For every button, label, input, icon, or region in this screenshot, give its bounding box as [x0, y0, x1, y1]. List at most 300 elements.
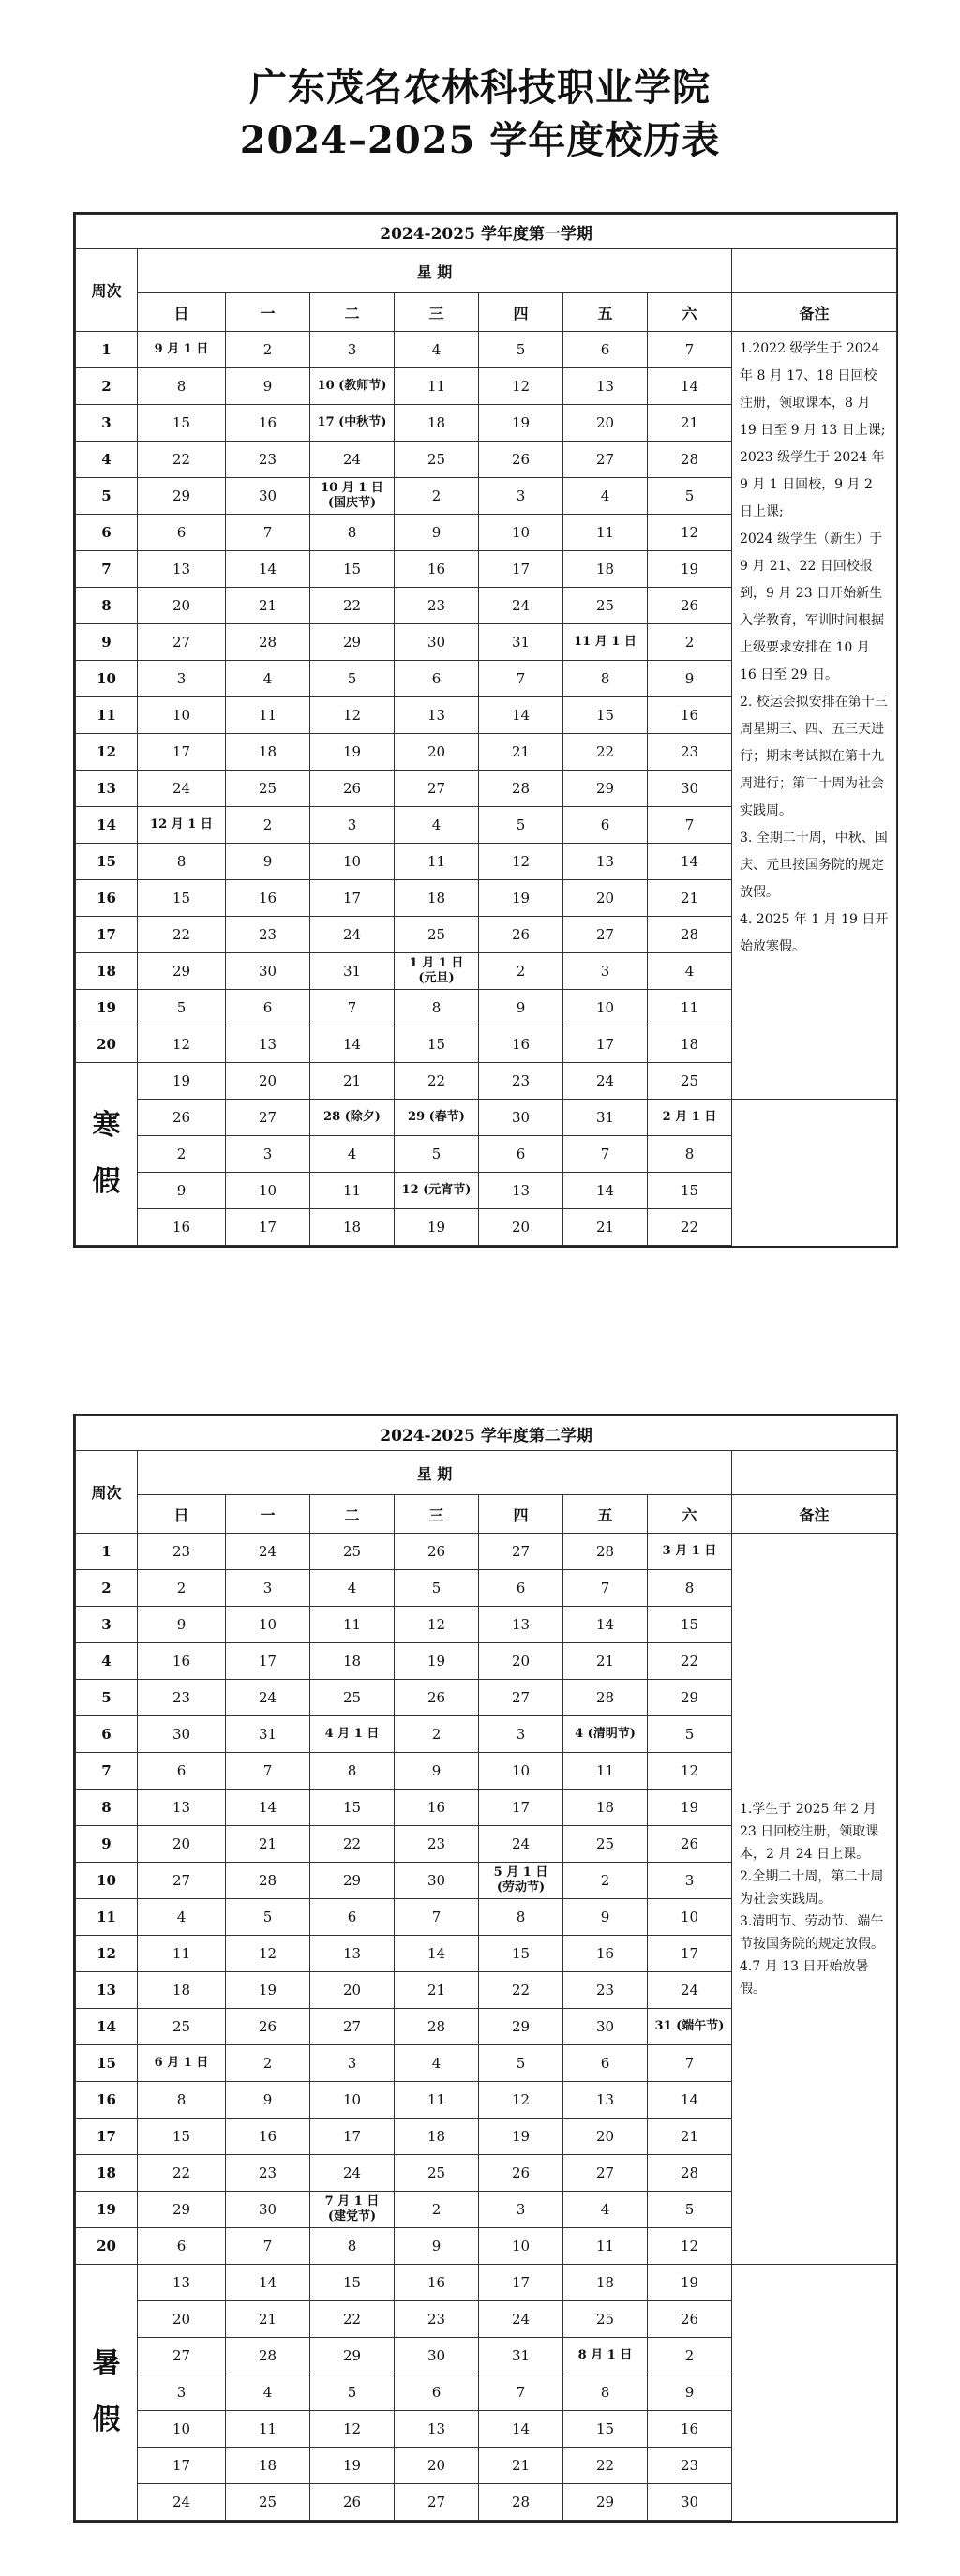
- date-cell: 28: [395, 2009, 479, 2045]
- date-cell: 10: [310, 844, 395, 880]
- date-cell: 14: [648, 2082, 732, 2119]
- date-cell: 3 月 1 日: [648, 1534, 732, 1570]
- date-cell: 25: [395, 442, 479, 478]
- date-cell: 8: [310, 2228, 395, 2265]
- date-cell: 7 月 1 日 (建党节): [310, 2192, 395, 2228]
- date-cell: 28: [226, 1863, 310, 1899]
- date-cell: 13: [563, 368, 648, 405]
- date-cell: 30: [226, 2192, 310, 2228]
- date-cell: 10: [226, 1607, 310, 1643]
- date-cell: 7: [563, 1570, 648, 1607]
- vacation-date-cell: 16: [138, 1209, 226, 1246]
- vacation-date-cell: 18: [226, 2448, 310, 2484]
- vacation-date-cell: 30: [395, 2338, 479, 2374]
- date-cell: 2: [648, 624, 732, 661]
- date-cell: 4: [138, 1899, 226, 1936]
- vacation-date-cell: 16: [648, 2411, 732, 2448]
- date-cell: 9: [138, 1607, 226, 1643]
- date-cell: 2: [395, 2192, 479, 2228]
- date-cell: 29: [648, 1680, 732, 1716]
- date-cell: 4: [563, 478, 648, 515]
- date-cell: 18: [395, 405, 479, 442]
- date-cell: 8: [138, 2082, 226, 2119]
- date-cell: 19: [395, 1643, 479, 1680]
- week-number: 14: [76, 807, 138, 844]
- date-cell: 20: [563, 405, 648, 442]
- date-cell: 8: [563, 661, 648, 697]
- date-cell: 19: [648, 1790, 732, 1826]
- date-cell: 4: [226, 661, 310, 697]
- vacation-date-cell: 21: [226, 2301, 310, 2338]
- date-cell: 9: [395, 515, 479, 551]
- page-title: 广东茂名农林科技职业学院: [249, 66, 711, 110]
- date-cell: 24: [310, 442, 395, 478]
- date-cell: 28: [226, 624, 310, 661]
- date-cell: 19: [648, 551, 732, 588]
- date-cell: 13: [226, 1026, 310, 1063]
- week-number: 15: [76, 844, 138, 880]
- date-cell: 20: [310, 1972, 395, 2009]
- date-cell: 10 (教师节): [310, 368, 395, 405]
- date-cell: 8: [395, 990, 479, 1026]
- vacation-date-cell: 11: [310, 1173, 395, 1209]
- date-cell: 12: [479, 368, 563, 405]
- vacation-date-cell: 8: [648, 1136, 732, 1173]
- date-cell: 18: [563, 1790, 648, 1826]
- date-cell: 3: [310, 2045, 395, 2082]
- date-cell: 9: [226, 368, 310, 405]
- vacation-date-cell: 15: [648, 1173, 732, 1209]
- vacation-date-cell: 17: [479, 2265, 563, 2301]
- date-cell: 22: [310, 588, 395, 624]
- date-cell: 6: [563, 807, 648, 844]
- vacation-date-cell: 29: [310, 2338, 395, 2374]
- date-cell: 26: [395, 1534, 479, 1570]
- date-cell: 25: [138, 2009, 226, 2045]
- vacation-date-cell: 26: [648, 2301, 732, 2338]
- date-cell: 17: [479, 551, 563, 588]
- date-cell: 23: [563, 1972, 648, 2009]
- date-cell: 1 月 1 日 (元旦): [395, 953, 479, 990]
- date-cell: 21: [479, 734, 563, 771]
- date-cell: 16: [395, 1790, 479, 1826]
- vacation-label: 暑 假: [76, 2265, 138, 2521]
- week-number-header: 周次: [76, 1451, 138, 1534]
- date-cell: 18: [310, 1643, 395, 1680]
- vacation-date-cell: 30: [648, 2484, 732, 2521]
- date-cell: 15: [310, 1790, 395, 1826]
- date-cell: 19: [479, 2119, 563, 2155]
- notes-text: 1.2022 级学生于 2024 年 8 月 17、18 日回校注册，领取课本，8 月 19 日至 9 月 13 日上课; 2023 级学生于 2024 年 9 月 1 日回校，9 月 2 日上课; 2024 级学生（新生）于 9 月 21、22 日回校报到，9 月 23 日开始新生入学教育，军训时间根据上级要求安排在 10 月 16 日至 29 日。 2. 校运会拟安排在第十三周星期三、四、五三天进行；期末考试拟在第十九周进行；第二十周为社会实践周。 3. 全期二十周，中秋、国庆、元旦按国务院的规定放假。 4. 2025 年 1 月 19 日开始放寒假。: [732, 332, 897, 1100]
- vacation-date-cell: 27: [395, 2484, 479, 2521]
- date-cell: 27: [563, 917, 648, 953]
- date-cell: 4: [648, 953, 732, 990]
- date-cell: 8: [310, 1753, 395, 1790]
- date-cell: 20: [479, 1643, 563, 1680]
- date-cell: 21: [226, 1826, 310, 1863]
- date-cell: 8: [138, 368, 226, 405]
- week-number: 4: [76, 442, 138, 478]
- date-cell: 15: [395, 1026, 479, 1063]
- date-cell: 13: [138, 1790, 226, 1826]
- vacation-date-cell: 11: [226, 2411, 310, 2448]
- date-cell: 6: [138, 515, 226, 551]
- date-cell: 30: [395, 624, 479, 661]
- date-cell: 3: [479, 1716, 563, 1753]
- date-cell: 2: [395, 478, 479, 515]
- date-cell: 26: [648, 1826, 732, 1863]
- date-cell: 11: [395, 844, 479, 880]
- week-number: 1: [76, 332, 138, 368]
- date-cell: 10: [563, 990, 648, 1026]
- date-cell: 24: [479, 588, 563, 624]
- day-name-1: 一: [226, 1495, 310, 1534]
- date-cell: 18: [138, 1972, 226, 2009]
- vacation-date-cell: 12 (元宵节): [395, 1173, 479, 1209]
- week-number: 15: [76, 2045, 138, 2082]
- date-cell: 21: [648, 880, 732, 917]
- date-cell: 27: [479, 1680, 563, 1716]
- date-cell: 13: [563, 844, 648, 880]
- vacation-date-cell: 17: [226, 1209, 310, 1246]
- week-number: 8: [76, 588, 138, 624]
- notes-header-spacer: [732, 1451, 897, 1495]
- vacation-date-cell: 20: [138, 2301, 226, 2338]
- week-number: 5: [76, 1680, 138, 1716]
- vacation-date-cell: 24: [479, 2301, 563, 2338]
- date-cell: 20: [563, 880, 648, 917]
- week-number: 11: [76, 1899, 138, 1936]
- week-number: 6: [76, 515, 138, 551]
- week-number: 2: [76, 368, 138, 405]
- date-cell: 5 月 1 日 (劳动节): [479, 1863, 563, 1899]
- date-cell: 14: [648, 368, 732, 405]
- date-cell: 25: [310, 1534, 395, 1570]
- date-cell: 9: [648, 661, 732, 697]
- date-cell: 10 月 1 日 (国庆节): [310, 478, 395, 515]
- date-cell: 5: [310, 661, 395, 697]
- vacation-date-cell: 4: [226, 2374, 310, 2411]
- date-cell: 12: [226, 1936, 310, 1972]
- date-cell: 4: [395, 2045, 479, 2082]
- date-cell: 23: [138, 1680, 226, 1716]
- date-cell: 23: [226, 917, 310, 953]
- vacation-date-cell: 18: [563, 2265, 648, 2301]
- date-cell: 4: [395, 332, 479, 368]
- day-name-0: 日: [138, 293, 226, 332]
- date-cell: 18: [395, 2119, 479, 2155]
- date-cell: 26: [479, 442, 563, 478]
- day-name-3: 三: [395, 1495, 479, 1534]
- date-cell: 22: [563, 734, 648, 771]
- date-cell: 24: [138, 771, 226, 807]
- vacation-date-cell: 29: [563, 2484, 648, 2521]
- date-cell: 6: [563, 332, 648, 368]
- date-cell: 22: [479, 1972, 563, 2009]
- date-cell: 11: [563, 1753, 648, 1790]
- date-cell: 6: [138, 1753, 226, 1790]
- date-cell: 20: [138, 1826, 226, 1863]
- date-cell: 4 (清明节): [563, 1716, 648, 1753]
- semester2-table: [75, 1415, 897, 2521]
- date-cell: 12: [479, 2082, 563, 2119]
- date-cell: 13: [395, 697, 479, 734]
- date-cell: 22: [310, 1826, 395, 1863]
- day-name-6: 六: [648, 1495, 732, 1534]
- date-cell: 2: [226, 2045, 310, 2082]
- day-name-2: 二: [310, 1495, 395, 1534]
- week-number: 8: [76, 1790, 138, 1826]
- notes-header-spacer: [732, 249, 897, 293]
- week-number: 2: [76, 1570, 138, 1607]
- week-number: 5: [76, 478, 138, 515]
- date-cell: 9: [226, 2082, 310, 2119]
- date-cell: 21: [648, 405, 732, 442]
- vacation-date-cell: 15: [563, 2411, 648, 2448]
- date-cell: 27: [310, 2009, 395, 2045]
- date-cell: 17: [138, 734, 226, 771]
- date-cell: 4: [395, 807, 479, 844]
- date-cell: 23: [138, 1534, 226, 1570]
- date-cell: 10: [479, 515, 563, 551]
- date-cell: 7: [479, 661, 563, 697]
- date-cell: 20: [563, 2119, 648, 2155]
- date-cell: 3: [479, 478, 563, 515]
- vacation-date-cell: 21: [479, 2448, 563, 2484]
- date-cell: 14: [563, 1607, 648, 1643]
- vacation-date-cell: 22: [563, 2448, 648, 2484]
- date-cell: 27: [138, 624, 226, 661]
- date-cell: 27: [395, 771, 479, 807]
- vacation-date-cell: 31: [563, 1100, 648, 1136]
- date-cell: 15: [479, 1936, 563, 1972]
- week-number: 1: [76, 1534, 138, 1570]
- date-cell: 9 月 1 日: [138, 332, 226, 368]
- day-name-4: 四: [479, 1495, 563, 1534]
- day-name-2: 二: [310, 293, 395, 332]
- date-cell: 6: [226, 990, 310, 1026]
- date-cell: 18: [563, 551, 648, 588]
- week-number: 16: [76, 880, 138, 917]
- date-cell: 30: [563, 2009, 648, 2045]
- date-cell: 25: [310, 1680, 395, 1716]
- vacation-date-cell: 16: [395, 2265, 479, 2301]
- date-cell: 31: [479, 624, 563, 661]
- date-cell: 14: [226, 551, 310, 588]
- date-cell: 6 月 1 日: [138, 2045, 226, 2082]
- vacation-date-cell: 10: [226, 1173, 310, 1209]
- vacation-date-cell: 14: [563, 1173, 648, 1209]
- date-cell: 29: [138, 953, 226, 990]
- vacation-date-cell: 23: [479, 1063, 563, 1100]
- date-cell: 28: [563, 1534, 648, 1570]
- date-cell: 26: [226, 2009, 310, 2045]
- day-name-0: 日: [138, 1495, 226, 1534]
- vacation-date-cell: 2: [648, 2338, 732, 2374]
- date-cell: 14: [648, 844, 732, 880]
- vacation-date-cell: 8 月 1 日: [563, 2338, 648, 2374]
- date-cell: 2: [395, 1716, 479, 1753]
- vacation-date-cell: 9: [648, 2374, 732, 2411]
- date-cell: 3: [310, 332, 395, 368]
- vacation-date-cell: 29 (春节): [395, 1100, 479, 1136]
- date-cell: 19: [479, 405, 563, 442]
- date-cell: 3: [310, 807, 395, 844]
- date-cell: 25: [395, 917, 479, 953]
- vacation-date-cell: 27: [226, 1100, 310, 1136]
- date-cell: 31 (端午节): [648, 2009, 732, 2045]
- vacation-date-cell: 21: [310, 1063, 395, 1100]
- vacation-date-cell: 3: [138, 2374, 226, 2411]
- date-cell: 8: [648, 1570, 732, 1607]
- vacation-date-cell: 22: [648, 1209, 732, 1246]
- date-cell: 5: [226, 1899, 310, 1936]
- date-cell: 13: [138, 551, 226, 588]
- date-cell: 17: [563, 1026, 648, 1063]
- date-cell: 9: [479, 990, 563, 1026]
- date-cell: 3: [648, 1863, 732, 1899]
- date-cell: 9: [395, 1753, 479, 1790]
- vacation-date-cell: 4: [310, 1136, 395, 1173]
- date-cell: 27: [563, 2155, 648, 2192]
- week-number: 4: [76, 1643, 138, 1680]
- date-cell: 28: [648, 2155, 732, 2192]
- semester1-table: [75, 214, 897, 1246]
- week-number: 18: [76, 2155, 138, 2192]
- week-number: 11: [76, 697, 138, 734]
- date-cell: 15: [563, 697, 648, 734]
- date-cell: 11 月 1 日: [563, 624, 648, 661]
- date-cell: 25: [226, 771, 310, 807]
- week-number: 12: [76, 734, 138, 771]
- day-name-4: 四: [479, 293, 563, 332]
- date-cell: 23: [395, 1826, 479, 1863]
- vacation-date-cell: 18: [310, 1209, 395, 1246]
- date-cell: 31: [226, 1716, 310, 1753]
- vacation-date-cell: 28 (除夕): [310, 1100, 395, 1136]
- date-cell: 8: [479, 1899, 563, 1936]
- date-cell: 7: [648, 807, 732, 844]
- vacation-date-cell: 22: [310, 2301, 395, 2338]
- vacation-date-cell: 10: [138, 2411, 226, 2448]
- date-cell: 6: [479, 1570, 563, 1607]
- week-number: 20: [76, 1026, 138, 1063]
- vacation-date-cell: 31: [479, 2338, 563, 2374]
- date-cell: 30: [226, 478, 310, 515]
- vacation-date-cell: 25: [226, 2484, 310, 2521]
- date-cell: 15: [648, 1607, 732, 1643]
- date-cell: 2: [138, 1570, 226, 1607]
- date-cell: 12: [479, 844, 563, 880]
- date-cell: 29: [138, 2192, 226, 2228]
- date-cell: 30: [138, 1716, 226, 1753]
- week-number: 7: [76, 551, 138, 588]
- vacation-date-cell: 24: [563, 1063, 648, 1100]
- date-cell: 13: [563, 2082, 648, 2119]
- page-subtitle: 2024–2025 学年度校历表: [239, 118, 721, 162]
- week-number: 17: [76, 2119, 138, 2155]
- date-cell: 16: [648, 697, 732, 734]
- date-cell: 7: [226, 515, 310, 551]
- vacation-date-cell: 19: [138, 1063, 226, 1100]
- date-cell: 31: [310, 953, 395, 990]
- notes-text: 1.学生于 2025 年 2 月 23 日回校注册，领取课本，2 月 24 日上课。 2.全期二十周，第二十周为社会实践周。 3.清明节、劳动节、端午节按国务院的规定放假。 4.7 月 13 日开始放暑假。: [732, 1534, 897, 2265]
- date-cell: 13: [310, 1936, 395, 1972]
- date-cell: 5: [479, 2045, 563, 2082]
- date-cell: 5: [648, 1716, 732, 1753]
- date-cell: 4: [563, 2192, 648, 2228]
- date-cell: 20: [138, 588, 226, 624]
- date-cell: 12: [310, 697, 395, 734]
- semester2-calendar: [73, 1414, 898, 2523]
- date-cell: 3: [563, 953, 648, 990]
- notes-header: 备注: [732, 1495, 897, 1534]
- week-number: 12: [76, 1936, 138, 1972]
- date-cell: 15: [138, 880, 226, 917]
- date-cell: 26: [648, 588, 732, 624]
- date-cell: 17 (中秋节): [310, 405, 395, 442]
- date-cell: 2: [226, 807, 310, 844]
- date-cell: 26: [395, 1680, 479, 1716]
- date-cell: 9: [395, 2228, 479, 2265]
- date-cell: 30: [226, 953, 310, 990]
- date-cell: 16: [563, 1936, 648, 1972]
- date-cell: 5: [479, 332, 563, 368]
- week-number: 9: [76, 624, 138, 661]
- week-number-header: 周次: [76, 249, 138, 332]
- date-cell: 12 月 1 日: [138, 807, 226, 844]
- date-cell: 26: [310, 771, 395, 807]
- day-name-5: 五: [563, 1495, 648, 1534]
- date-cell: 16: [138, 1643, 226, 1680]
- vacation-date-cell: 15: [310, 2265, 395, 2301]
- date-cell: 24: [648, 1972, 732, 2009]
- week-number: 17: [76, 917, 138, 953]
- week-number: 6: [76, 1716, 138, 1753]
- date-cell: 5: [395, 1570, 479, 1607]
- vacation-date-cell: 20: [479, 1209, 563, 1246]
- date-cell: 14: [479, 697, 563, 734]
- week-number: 7: [76, 1753, 138, 1790]
- week-number: 10: [76, 661, 138, 697]
- date-cell: 14: [395, 1936, 479, 1972]
- vacation-date-cell: 28: [479, 2484, 563, 2521]
- vacation-date-cell: 13: [395, 2411, 479, 2448]
- date-cell: 23: [226, 2155, 310, 2192]
- date-cell: 21: [563, 1643, 648, 1680]
- day-name-5: 五: [563, 293, 648, 332]
- date-cell: 28: [648, 442, 732, 478]
- vacation-date-cell: 8: [563, 2374, 648, 2411]
- date-cell: 11: [395, 368, 479, 405]
- date-cell: 6: [310, 1899, 395, 1936]
- vacation-date-cell: 28: [226, 2338, 310, 2374]
- week-number: 18: [76, 953, 138, 990]
- date-cell: 19: [479, 880, 563, 917]
- date-cell: 11: [563, 2228, 648, 2265]
- date-cell: 16: [395, 551, 479, 588]
- date-cell: 6: [138, 2228, 226, 2265]
- date-cell: 25: [563, 1826, 648, 1863]
- date-cell: 16: [479, 1026, 563, 1063]
- date-cell: 16: [226, 405, 310, 442]
- date-cell: 14: [310, 1026, 395, 1063]
- date-cell: 24: [226, 1680, 310, 1716]
- date-cell: 17: [226, 1643, 310, 1680]
- date-cell: 7: [648, 332, 732, 368]
- date-cell: 28: [479, 771, 563, 807]
- vacation-date-cell: 5: [395, 1136, 479, 1173]
